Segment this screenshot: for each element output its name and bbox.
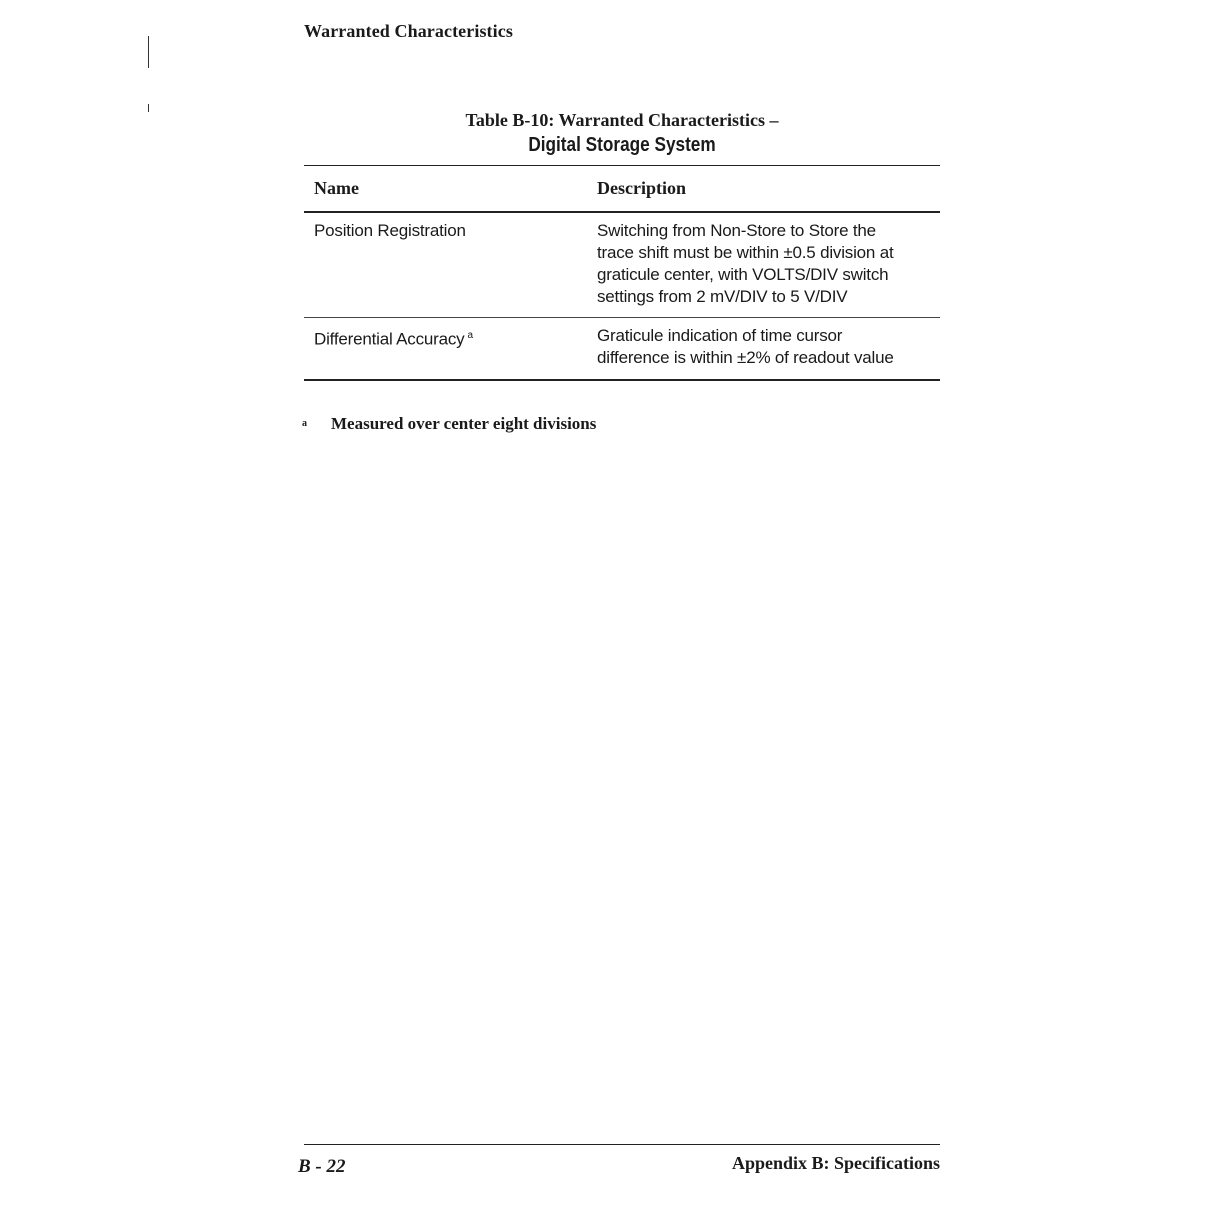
table-header-row <box>304 166 940 213</box>
cell-name-text: Differential Accuracy <box>314 329 465 349</box>
footer-rule <box>304 1144 940 1145</box>
table-row <box>304 212 940 318</box>
page-number: B - 22 <box>298 1156 346 1177</box>
table-row <box>304 318 940 381</box>
table-caption-number: Table B-10: Warranted Characteristics – <box>465 110 779 130</box>
footnote <box>302 414 596 434</box>
cell-description: Graticule indication of time cursor difference is within ±2% of readout value <box>587 318 940 381</box>
cell-description: Switching from Non-Store to Store the trace shift must be within ±0.5 division at graticule center, with VOLTS/DIV switch settings from 2 mV/DIV to 5 V/DIV <box>587 212 940 318</box>
scan-mark <box>148 36 149 68</box>
cell-name <box>304 318 587 381</box>
characteristics-table <box>304 165 940 381</box>
footnote-text: Measured over center eight divisions <box>331 414 597 433</box>
table-caption <box>304 108 940 158</box>
cell-name-text: Position Registration <box>314 221 466 240</box>
running-header: Warranted Characteristics <box>304 21 513 41</box>
scan-mark <box>148 104 149 112</box>
column-header-description: Description <box>587 166 940 213</box>
column-header-name: Name <box>304 166 587 213</box>
table-caption-title: Digital Storage System <box>528 134 716 156</box>
footer-section-title: Appendix B: Specifications <box>731 1153 940 1173</box>
cell-name <box>304 212 587 318</box>
footnote-marker: a <box>302 418 307 429</box>
footnote-reference: a <box>467 330 473 341</box>
